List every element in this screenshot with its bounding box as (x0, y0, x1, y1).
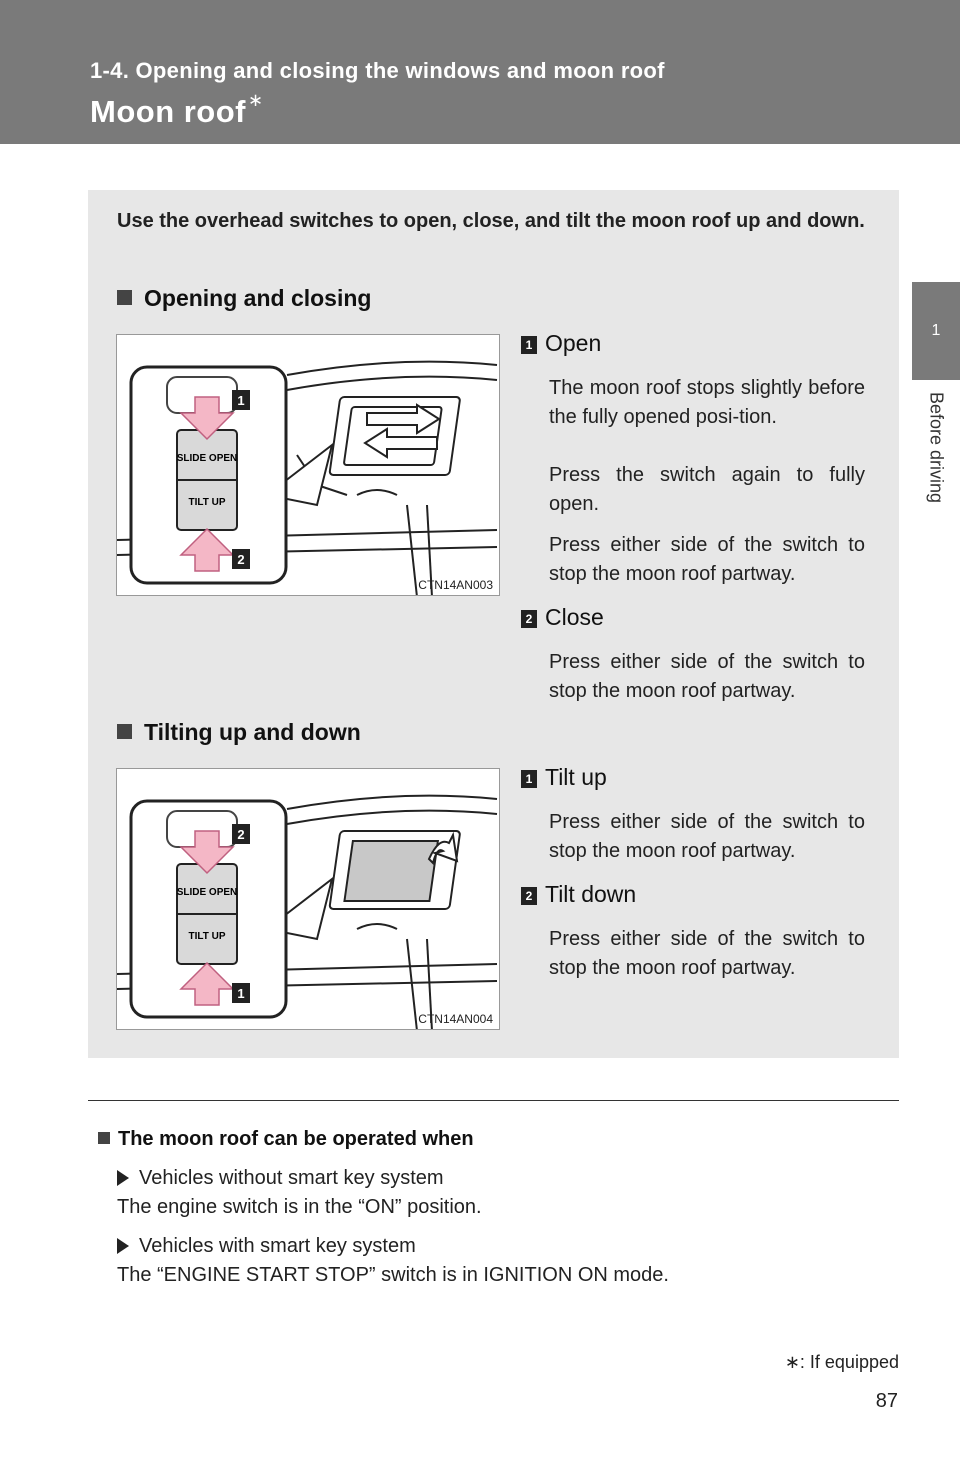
note-condition-2 (117, 1235, 416, 1258)
note-condition-text: Vehicles without smart key system (139, 1167, 444, 1189)
slide-open-label: SLIDE OPEN (176, 453, 238, 464)
triangle-bullet-icon (117, 1170, 129, 1186)
divider (88, 1100, 899, 1101)
slide-open-label: SLIDE OPEN (176, 887, 238, 898)
moon-roof-tilt-illustration (117, 769, 500, 1030)
step-tilt-up-desc: Press either side of the switch to stop the moon roof partway. (549, 811, 865, 862)
tilt-up-label: TILT UP (188, 931, 226, 942)
step-label: Open (545, 330, 602, 356)
figure-badge-1: 1 (237, 986, 245, 1001)
chapter-tab-label (912, 380, 960, 550)
note-condition-1 (117, 1167, 444, 1190)
square-bullet-icon (117, 724, 132, 739)
chapter-tab-number: 1 (912, 282, 960, 380)
step-badge: 1 (521, 770, 537, 788)
page-title (90, 90, 264, 130)
footnote-mark: ∗ (784, 1352, 800, 1372)
step-close (521, 604, 604, 631)
page-number: 87 (875, 1390, 898, 1412)
step-badge: 2 (521, 887, 537, 905)
footnote-text: : If equipped (799, 1352, 899, 1372)
note-heading (98, 1128, 474, 1151)
moon-roof-switch-illustration (117, 335, 500, 596)
step-badge: 2 (521, 610, 537, 628)
step-open (521, 330, 601, 357)
step-badge: 1 (521, 336, 537, 354)
page-title-text: Moon roof (90, 94, 247, 129)
triangle-bullet-icon (117, 1238, 129, 1254)
square-bullet-icon (98, 1132, 110, 1144)
step-label: Close (545, 604, 604, 630)
note-text-2: The “ENGINE START STOP” switch is in IGNITION ON mode. (117, 1264, 669, 1286)
step-tilt-down-desc: Press either side of the switch to stop the moon roof partway. (549, 928, 865, 979)
square-bullet-icon (117, 290, 132, 305)
step-close-desc: Press either side of the switch to stop the moon roof partway. (549, 651, 865, 702)
subheading-tilting (117, 719, 361, 746)
figure-opening-closing (116, 334, 500, 596)
step-label: Tilt up (545, 764, 607, 790)
figure-badge-2: 2 (237, 552, 245, 567)
figure-code: CTN14AN003 (418, 578, 493, 592)
step-open-desc-2: Press the switch again to fully open. (549, 464, 865, 515)
subheading-opening-closing (117, 285, 371, 312)
step-open-desc-1: The moon roof stops slightly before the fully opened posi-tion. (549, 377, 865, 428)
section-title: 1-4. Opening and closing the windows and moon roof (90, 58, 665, 83)
step-tilt-down (521, 881, 636, 908)
if-equipped-mark: ∗ (248, 90, 264, 110)
subheading-text: Tilting up and down (144, 719, 361, 745)
figure-tilting (116, 768, 500, 1030)
step-open-desc-3: Press either side of the switch to stop the moon roof partway. (549, 534, 865, 585)
footnote (785, 1352, 899, 1373)
note-heading-text: The moon roof can be operated when (118, 1128, 474, 1150)
tilt-up-label: TILT UP (188, 497, 226, 508)
intro-text: Use the overhead switches to open, close, and tilt the moon roof up and down. (117, 210, 865, 232)
step-tilt-up (521, 764, 607, 791)
figure-badge-2: 2 (237, 827, 245, 842)
subheading-text: Opening and closing (144, 285, 372, 311)
figure-badge-1: 1 (237, 393, 245, 408)
step-label: Tilt down (545, 881, 637, 907)
note-text-1: The engine switch is in the “ON” position. (117, 1196, 482, 1218)
figure-code: CTN14AN004 (418, 1012, 493, 1026)
chapter-tab-label-text: Before driving (926, 392, 947, 504)
note-condition-text: Vehicles with smart key system (139, 1235, 416, 1257)
